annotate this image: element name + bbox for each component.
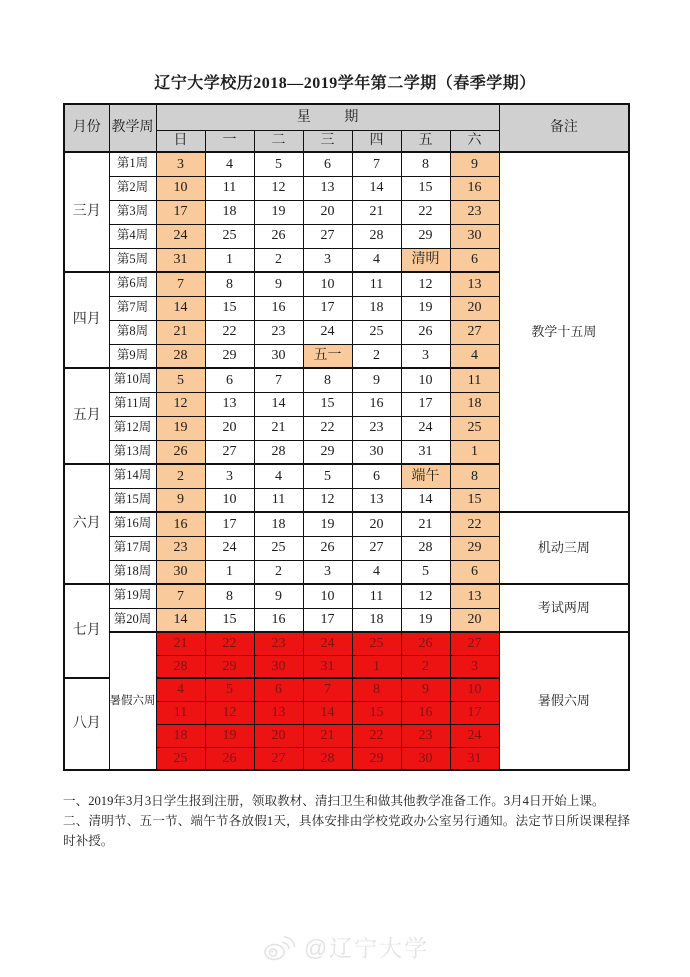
day-cell: 18 (352, 296, 401, 320)
day-cell: 30 (450, 224, 499, 248)
day-cell: 31 (156, 248, 205, 272)
day-cell: 9 (156, 488, 205, 512)
calendar-table-container (63, 103, 630, 771)
teaching-week-cell: 第6周 (109, 272, 156, 296)
teaching-week-cell: 第1周 (109, 152, 156, 176)
day-cell: 10 (303, 584, 352, 608)
day-cell: 4 (352, 560, 401, 584)
teaching-week-cell: 第9周 (109, 344, 156, 368)
day-cell: 27 (352, 536, 401, 560)
day-cell: 16 (254, 608, 303, 632)
day-cell: 11 (352, 584, 401, 608)
day-cell: 3 (205, 464, 254, 488)
day-cell: 31 (450, 747, 499, 770)
header-month: 月份 (64, 104, 109, 152)
day-cell: 21 (254, 416, 303, 440)
day-cell: 20 (450, 296, 499, 320)
day-cell: 11 (450, 368, 499, 392)
day-cell: 12 (254, 176, 303, 200)
day-cell: 29 (352, 747, 401, 770)
day-cell: 13 (205, 392, 254, 416)
day-cell: 28 (303, 747, 352, 770)
day-cell: 9 (450, 152, 499, 176)
day-cell: 22 (401, 200, 450, 224)
day-cell: 13 (254, 701, 303, 724)
day-cell: 21 (401, 512, 450, 536)
day-cell: 12 (401, 272, 450, 296)
watermark (0, 930, 690, 963)
day-cell: 14 (156, 608, 205, 632)
day-cell: 4 (254, 464, 303, 488)
day-cell: 6 (450, 248, 499, 272)
day-cell: 清明 (401, 248, 450, 272)
day-cell: 21 (352, 200, 401, 224)
day-cell: 2 (352, 344, 401, 368)
remark-cell: 机动三周 (499, 512, 629, 584)
day-cell: 13 (450, 272, 499, 296)
day-cell: 17 (205, 512, 254, 536)
day-cell: 12 (401, 584, 450, 608)
day-cell: 28 (156, 655, 205, 678)
day-cell: 5 (401, 560, 450, 584)
day-cell: 8 (205, 584, 254, 608)
day-cell: 2 (401, 655, 450, 678)
footnote-2: 二、清明节、五一节、端午节各放假1天，具体安排由学校党政办公室另行通知。法定节日所误课程择时补授。 (63, 813, 630, 848)
day-cell: 4 (205, 152, 254, 176)
day-cell: 17 (401, 392, 450, 416)
day-cell: 6 (450, 560, 499, 584)
day-cell: 9 (352, 368, 401, 392)
teaching-week-cell: 第3周 (109, 200, 156, 224)
day-cell: 1 (352, 655, 401, 678)
day-cell: 18 (450, 392, 499, 416)
day-cell: 15 (401, 176, 450, 200)
day-cell: 11 (156, 701, 205, 724)
header-week: 星期 (156, 104, 499, 130)
teaching-week-cell: 第14周 (109, 464, 156, 488)
day-cell: 25 (352, 632, 401, 655)
month-cell: 三月 (64, 152, 109, 272)
day-cell: 20 (254, 724, 303, 747)
day-cell: 8 (205, 272, 254, 296)
day-cell: 6 (254, 678, 303, 701)
day-cell: 15 (352, 701, 401, 724)
teaching-week-cell: 第2周 (109, 176, 156, 200)
day-cell: 12 (156, 392, 205, 416)
header-day-2: 二 (254, 130, 303, 152)
day-cell: 28 (352, 224, 401, 248)
day-cell: 23 (254, 320, 303, 344)
page-title: 辽宁大学校历2018—2019学年第二学期（春季学期） (154, 75, 536, 92)
day-cell: 29 (205, 344, 254, 368)
day-cell: 3 (156, 152, 205, 176)
day-cell: 20 (450, 608, 499, 632)
day-cell: 13 (303, 176, 352, 200)
day-cell: 27 (303, 224, 352, 248)
day-cell: 10 (401, 368, 450, 392)
day-cell: 16 (254, 296, 303, 320)
day-cell: 9 (254, 272, 303, 296)
day-cell: 19 (401, 296, 450, 320)
day-cell: 7 (254, 368, 303, 392)
day-cell: 27 (205, 440, 254, 464)
day-cell: 30 (156, 560, 205, 584)
header-day-3: 三 (303, 130, 352, 152)
day-cell: 30 (401, 747, 450, 770)
header-day-6: 六 (450, 130, 499, 152)
day-cell: 26 (303, 536, 352, 560)
teaching-week-cell: 第13周 (109, 440, 156, 464)
day-cell: 26 (401, 320, 450, 344)
day-cell: 24 (303, 320, 352, 344)
teaching-week-cell: 第11周 (109, 392, 156, 416)
day-cell: 28 (156, 344, 205, 368)
day-cell: 29 (303, 440, 352, 464)
remark-cell: 考试两周 (499, 584, 629, 632)
day-cell: 3 (401, 344, 450, 368)
day-cell: 11 (352, 272, 401, 296)
day-cell: 23 (254, 632, 303, 655)
day-cell: 7 (156, 272, 205, 296)
day-cell: 25 (205, 224, 254, 248)
day-cell: 25 (254, 536, 303, 560)
day-cell: 18 (205, 200, 254, 224)
day-cell: 31 (401, 440, 450, 464)
teaching-week-cell: 第16周 (109, 512, 156, 536)
day-cell: 6 (303, 152, 352, 176)
day-cell: 25 (156, 747, 205, 770)
day-cell: 18 (352, 608, 401, 632)
day-cell: 15 (450, 488, 499, 512)
day-cell: 10 (205, 488, 254, 512)
day-cell: 22 (205, 632, 254, 655)
day-cell: 31 (303, 655, 352, 678)
day-cell: 17 (156, 200, 205, 224)
day-cell: 3 (303, 248, 352, 272)
day-cell: 8 (303, 368, 352, 392)
day-cell: 16 (401, 701, 450, 724)
day-cell: 4 (450, 344, 499, 368)
day-cell: 4 (352, 248, 401, 272)
day-cell: 端午 (401, 464, 450, 488)
teaching-week-cell: 第8周 (109, 320, 156, 344)
day-cell: 17 (303, 296, 352, 320)
teaching-week-cell: 第17周 (109, 536, 156, 560)
day-cell: 11 (254, 488, 303, 512)
day-cell: 22 (450, 512, 499, 536)
day-cell: 20 (205, 416, 254, 440)
day-cell: 11 (205, 176, 254, 200)
month-cell: 五月 (64, 368, 109, 464)
day-cell: 23 (450, 200, 499, 224)
day-cell: 21 (156, 632, 205, 655)
remark-cell: 暑假六周 (499, 632, 629, 770)
day-cell: 15 (303, 392, 352, 416)
day-cell: 8 (450, 464, 499, 488)
day-cell: 19 (254, 200, 303, 224)
day-cell: 14 (352, 176, 401, 200)
teaching-week-cell: 第15周 (109, 488, 156, 512)
header-day-0: 日 (156, 130, 205, 152)
teaching-week-cell: 第5周 (109, 248, 156, 272)
day-cell: 29 (401, 224, 450, 248)
day-cell: 2 (156, 464, 205, 488)
day-cell: 13 (352, 488, 401, 512)
day-cell: 18 (254, 512, 303, 536)
day-cell: 15 (205, 608, 254, 632)
teaching-week-cell: 第4周 (109, 224, 156, 248)
day-cell: 1 (450, 440, 499, 464)
day-cell: 5 (156, 368, 205, 392)
month-cell: 七月 (64, 584, 109, 678)
day-cell: 16 (450, 176, 499, 200)
day-cell: 12 (205, 701, 254, 724)
day-cell: 6 (205, 368, 254, 392)
day-cell: 28 (254, 440, 303, 464)
day-cell: 12 (303, 488, 352, 512)
day-cell: 24 (303, 632, 352, 655)
day-cell: 23 (156, 536, 205, 560)
day-cell: 21 (303, 724, 352, 747)
day-cell: 8 (352, 678, 401, 701)
day-cell: 10 (303, 272, 352, 296)
day-cell: 22 (303, 416, 352, 440)
day-cell: 2 (254, 560, 303, 584)
teaching-week-cell: 第18周 (109, 560, 156, 584)
day-cell: 5 (303, 464, 352, 488)
day-cell: 29 (450, 536, 499, 560)
teaching-week-cell: 第12周 (109, 416, 156, 440)
day-cell: 19 (205, 724, 254, 747)
day-cell: 23 (401, 724, 450, 747)
month-cell: 六月 (64, 464, 109, 584)
day-cell: 21 (156, 320, 205, 344)
day-cell: 10 (156, 176, 205, 200)
day-cell: 24 (205, 536, 254, 560)
day-cell: 20 (303, 200, 352, 224)
day-cell: 1 (205, 248, 254, 272)
day-cell: 25 (352, 320, 401, 344)
day-cell: 9 (254, 584, 303, 608)
month-cell: 八月 (64, 678, 109, 770)
day-cell: 5 (254, 152, 303, 176)
teaching-week-cell: 第7周 (109, 296, 156, 320)
day-cell: 17 (450, 701, 499, 724)
day-cell: 29 (205, 655, 254, 678)
day-cell: 7 (156, 584, 205, 608)
day-cell: 24 (450, 724, 499, 747)
day-cell: 10 (450, 678, 499, 701)
watermark-handle: @辽宁大学 (303, 935, 430, 961)
day-cell: 27 (254, 747, 303, 770)
day-cell: 14 (303, 701, 352, 724)
day-cell: 4 (156, 678, 205, 701)
day-cell: 27 (450, 320, 499, 344)
day-cell: 13 (450, 584, 499, 608)
day-cell: 26 (156, 440, 205, 464)
day-cell: 22 (205, 320, 254, 344)
day-cell: 19 (401, 608, 450, 632)
day-cell: 30 (352, 440, 401, 464)
day-cell: 18 (156, 724, 205, 747)
day-cell: 16 (156, 512, 205, 536)
day-cell: 8 (401, 152, 450, 176)
remark-cell: 教学十五周 (499, 152, 629, 512)
day-cell: 3 (450, 655, 499, 678)
day-cell: 26 (205, 747, 254, 770)
day-cell: 24 (401, 416, 450, 440)
day-cell: 14 (401, 488, 450, 512)
day-cell: 3 (303, 560, 352, 584)
day-cell: 17 (303, 608, 352, 632)
teaching-week-cell: 第20周 (109, 608, 156, 632)
day-cell: 15 (205, 296, 254, 320)
teaching-week-cell: 第19周 (109, 584, 156, 608)
day-cell: 14 (254, 392, 303, 416)
day-cell: 7 (352, 152, 401, 176)
month-cell: 四月 (64, 272, 109, 368)
header-teaching-week: 教学周 (109, 104, 156, 152)
day-cell: 23 (352, 416, 401, 440)
day-cell: 19 (156, 416, 205, 440)
vacation-week-cell: 暑假六周 (109, 632, 156, 770)
day-cell: 30 (254, 655, 303, 678)
day-cell: 6 (352, 464, 401, 488)
day-cell: 30 (254, 344, 303, 368)
day-cell: 25 (450, 416, 499, 440)
day-cell: 7 (303, 678, 352, 701)
header-day-5: 五 (401, 130, 450, 152)
footnote-1: 一、2019年3月3日学生报到注册，领取教材、清扫卫生和做其他教学准备工作。3月4日开始上课。 (63, 794, 605, 808)
day-cell: 16 (352, 392, 401, 416)
day-cell: 22 (352, 724, 401, 747)
day-cell: 2 (254, 248, 303, 272)
header-remark: 备注 (499, 104, 629, 152)
day-cell: 28 (401, 536, 450, 560)
day-cell: 1 (205, 560, 254, 584)
day-cell: 24 (156, 224, 205, 248)
day-cell: 9 (401, 678, 450, 701)
footnotes (63, 792, 630, 852)
day-cell: 20 (352, 512, 401, 536)
day-cell: 14 (156, 296, 205, 320)
teaching-week-cell: 第10周 (109, 368, 156, 392)
weibo-icon (261, 932, 297, 962)
calendar-table (63, 103, 630, 771)
day-cell: 五一 (303, 344, 352, 368)
header-day-1: 一 (205, 130, 254, 152)
day-cell: 19 (303, 512, 352, 536)
header-day-4: 四 (352, 130, 401, 152)
day-cell: 26 (254, 224, 303, 248)
day-cell: 26 (401, 632, 450, 655)
day-cell: 5 (205, 678, 254, 701)
day-cell: 27 (450, 632, 499, 655)
